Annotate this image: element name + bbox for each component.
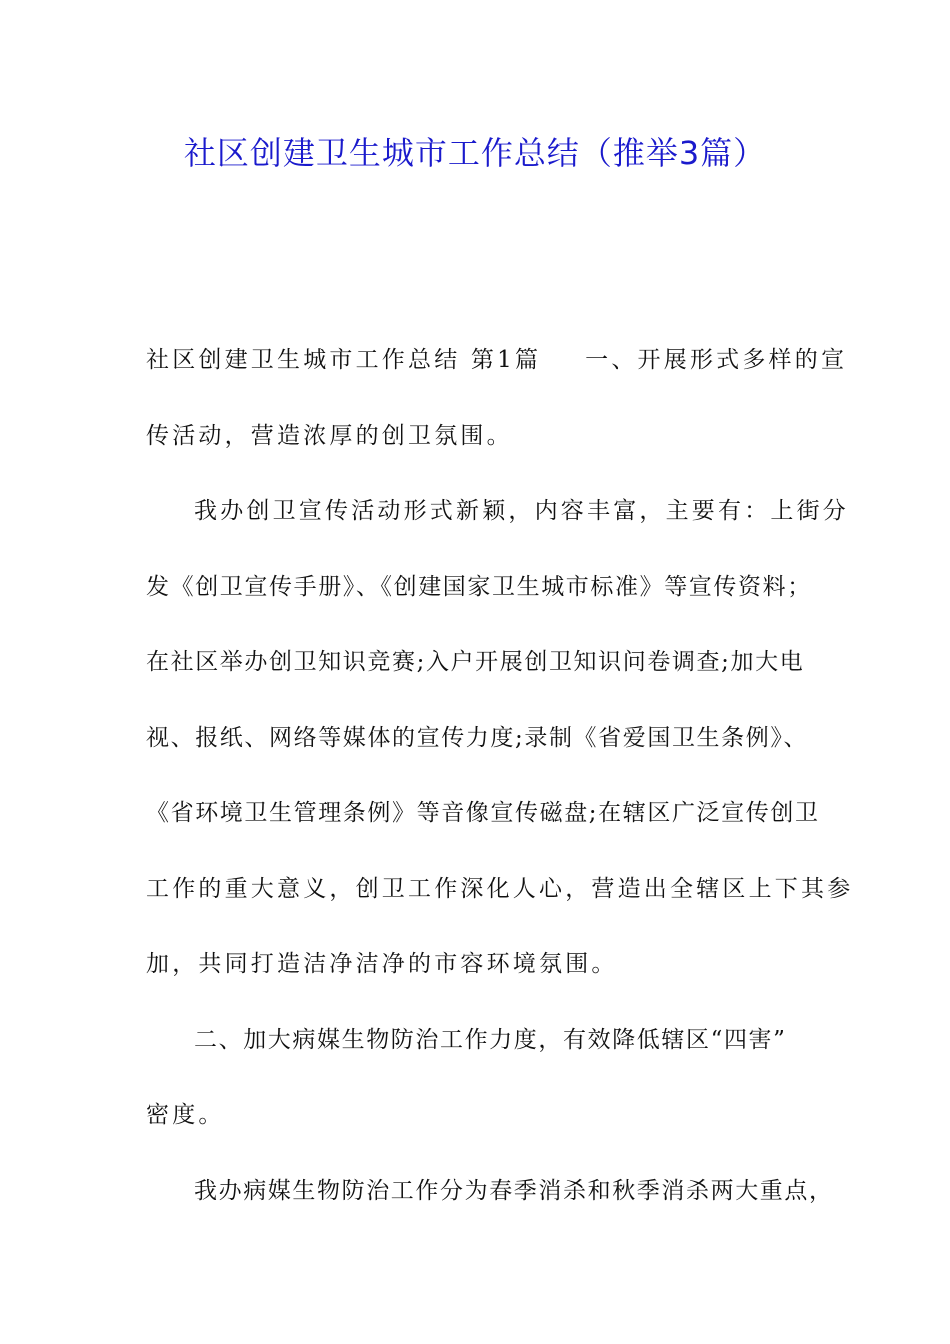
paragraph-line: 《省环境卫生管理条例》等音像宣传磁盘;在辖区广泛宣传创卫 — [146, 800, 820, 826]
paragraph-line: 二、加大病媒生物防治工作力度，有效降低辖区“四害” — [194, 1026, 787, 1053]
paragraph-line: 加，共同打造洁净洁净的市容环境氛围。 — [146, 951, 618, 977]
document-title: 社区创建卫生城市工作总结（推举3篇） — [183, 134, 767, 172]
document-body — [146, 335, 854, 1241]
paragraph-line: 传活动，营造浓厚的创卫氛围。 — [146, 422, 513, 449]
paragraph-line — [146, 335, 848, 411]
paragraph-line: 密度。 — [146, 1102, 225, 1128]
line-text: 一、开展形式多样的宣 — [585, 347, 848, 373]
paragraph-line: 我办创卫宣传活动形式新颖，内容丰富，主要有：上街分 — [194, 498, 849, 524]
paragraph-line: 在社区举办创卫知识竞赛;入户开展创卫知识问卷调查;加大电 — [146, 649, 805, 675]
paragraph-line: 工作的重大意义，创卫工作深化人心，营造出全辖区上下其参 — [146, 875, 854, 902]
paragraph-line: 发《创卫宣传手册》、《创建国家卫生城市标准》等宣传资料； — [146, 573, 812, 600]
paragraph-line: 视、报纸、网络等媒体的宣传力度;录制《省爱国卫生条例》、 — [146, 724, 809, 751]
line-text: 社区创建卫生城市工作总结 第1篇 — [146, 347, 542, 373]
paragraph-line: 我办病媒生物防治工作分为春季消杀和秋季消杀两大重点， — [194, 1177, 834, 1204]
